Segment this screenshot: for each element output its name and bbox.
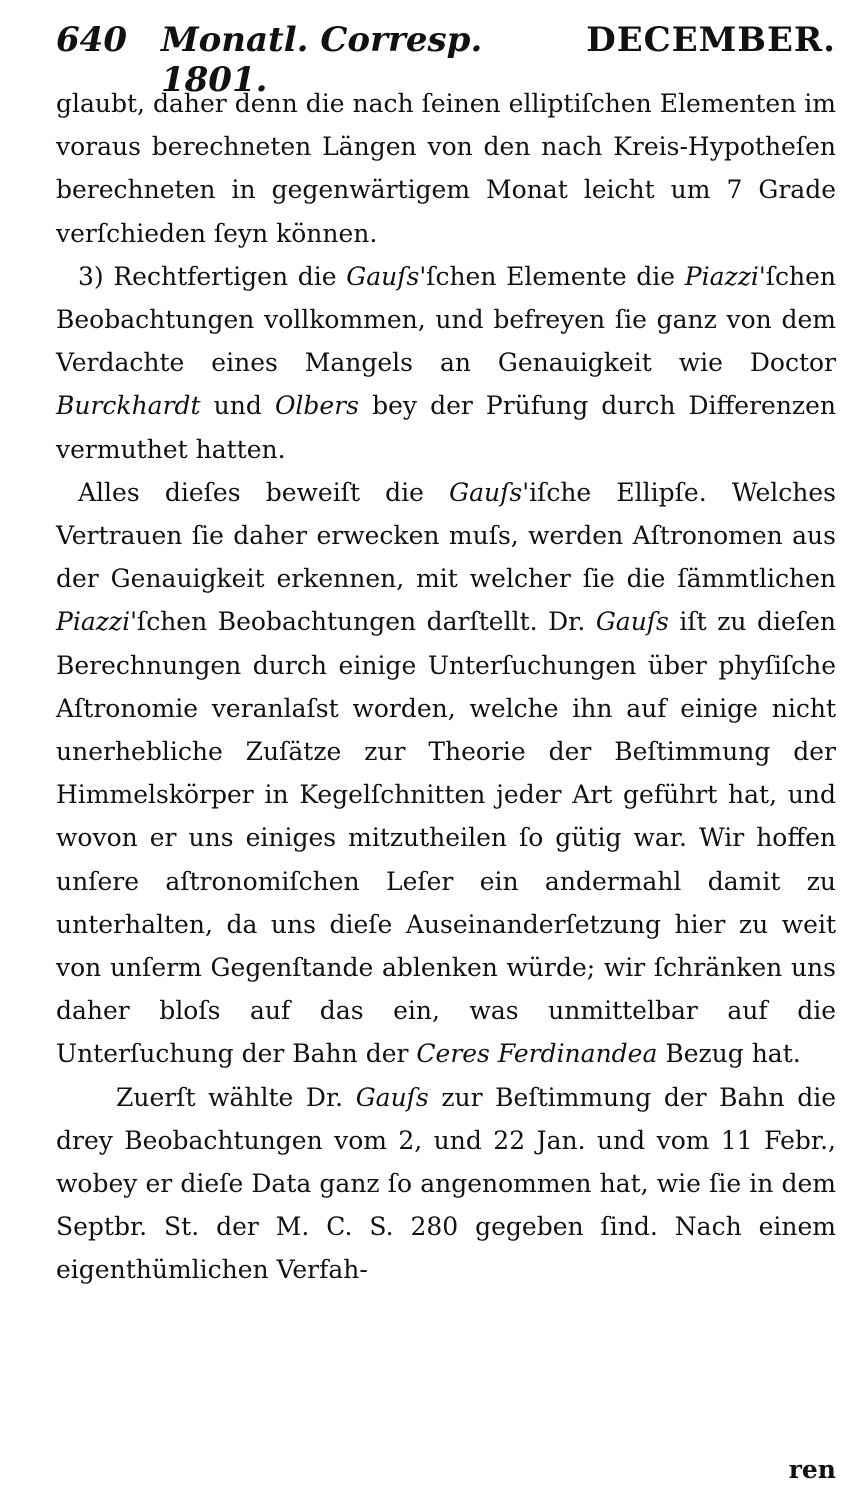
running-header	[56, 20, 836, 100]
text-run: und	[200, 391, 275, 421]
text-run: zur Beſtimmung der Bahn die drey Beobachtungen vom 2, und 22 Jan. und vom 11 Febr., wobey er dieſe Data ganz ſo angenommen hat, wie ſie in dem Septbr. St. der M. C. S. 280 gegeben ſind. Nach einem eigenthümlichen Verfah-	[56, 1082, 836, 1285]
text-run: Zuerſt wählte Dr.	[116, 1082, 356, 1112]
paragraph-3	[56, 471, 836, 1076]
catchword: ren	[788, 1455, 836, 1484]
italic-name: Gauſs	[346, 261, 420, 291]
italic-name: Piazzi	[684, 261, 759, 291]
italic-name: Piazzi	[56, 607, 131, 637]
italic-name: Olbers	[274, 391, 360, 421]
journal-title: Monatl. Corresp. 1801.	[160, 20, 483, 100]
italic-name: Gauſs	[595, 607, 669, 637]
text-run: 'ſchen Beobachtungen darſtellt. Dr.	[130, 607, 596, 637]
text-run: 'ſchen Beobachtungen vollkommen, und befreyen ſie ganz von dem Verdachte eines Mangels an Genauigkeit wie Doctor	[56, 261, 836, 378]
text-run: Alles dieſes beweiſt die	[78, 477, 450, 507]
page-number: 640	[56, 20, 127, 60]
body-text	[56, 82, 836, 1292]
paragraph-1	[56, 82, 836, 255]
book-page	[56, 20, 836, 1490]
text-run: glaubt, daher denn die nach ſeinen elliptiſchen Elementen im voraus berechneten Längen von den nach Kreis-Hypotheſen berechneten in gegenwärtigem Monat leicht um 7 Grade verſchieden ſeyn können.	[56, 89, 836, 248]
italic-name: Gauſs	[355, 1082, 429, 1112]
italic-name: Burckhardt	[56, 391, 201, 421]
text-run: Bezug hat.	[657, 1039, 801, 1069]
text-run: iſt zu dieſen Berechnungen durch einige Unterſuchungen über phyſiſche Aſtronomie veranlaſst worden, welche ihn auf einige nicht unerhebliche Zuſätze zur Theorie der Beſtimmung der Himmelskörper in Kegelſchnitten jeder Art geführt hat, und wovon er uns einiges mitzutheilen ſo gütig war. Wir hoffen unſere aſtronomiſchen Leſer ein andermahl damit zu unterhalten, da uns dieſe Auseinanderſetzung hier zu weit von unſerm Gegenſtande ablenken würde; wir ſchränken uns daher bloſs auf das ein, was unmittelbar auf die Unterſuchung der Bahn der	[56, 607, 836, 1069]
month-title: DECEMBER.	[586, 20, 836, 60]
text-run: 'iſche Ellipſe. Welches Vertrauen ſie daher erwecken muſs, werden Aſtronomen aus der Genauigkeit erkennen, mit welcher ſie die ſämmtlichen	[56, 477, 836, 594]
italic-name: Ceres Ferdinandea	[416, 1039, 658, 1069]
text-run: bey der Prüfung durch Differenzen vermuthet hatten.	[56, 391, 836, 464]
paragraph-2	[56, 255, 836, 471]
text-run: 'ſchen Elemente die	[419, 261, 685, 291]
text-run: 3) Rechtfertigen die	[78, 261, 347, 291]
paragraph-4	[56, 1076, 836, 1292]
italic-name: Gauſs	[449, 477, 523, 507]
